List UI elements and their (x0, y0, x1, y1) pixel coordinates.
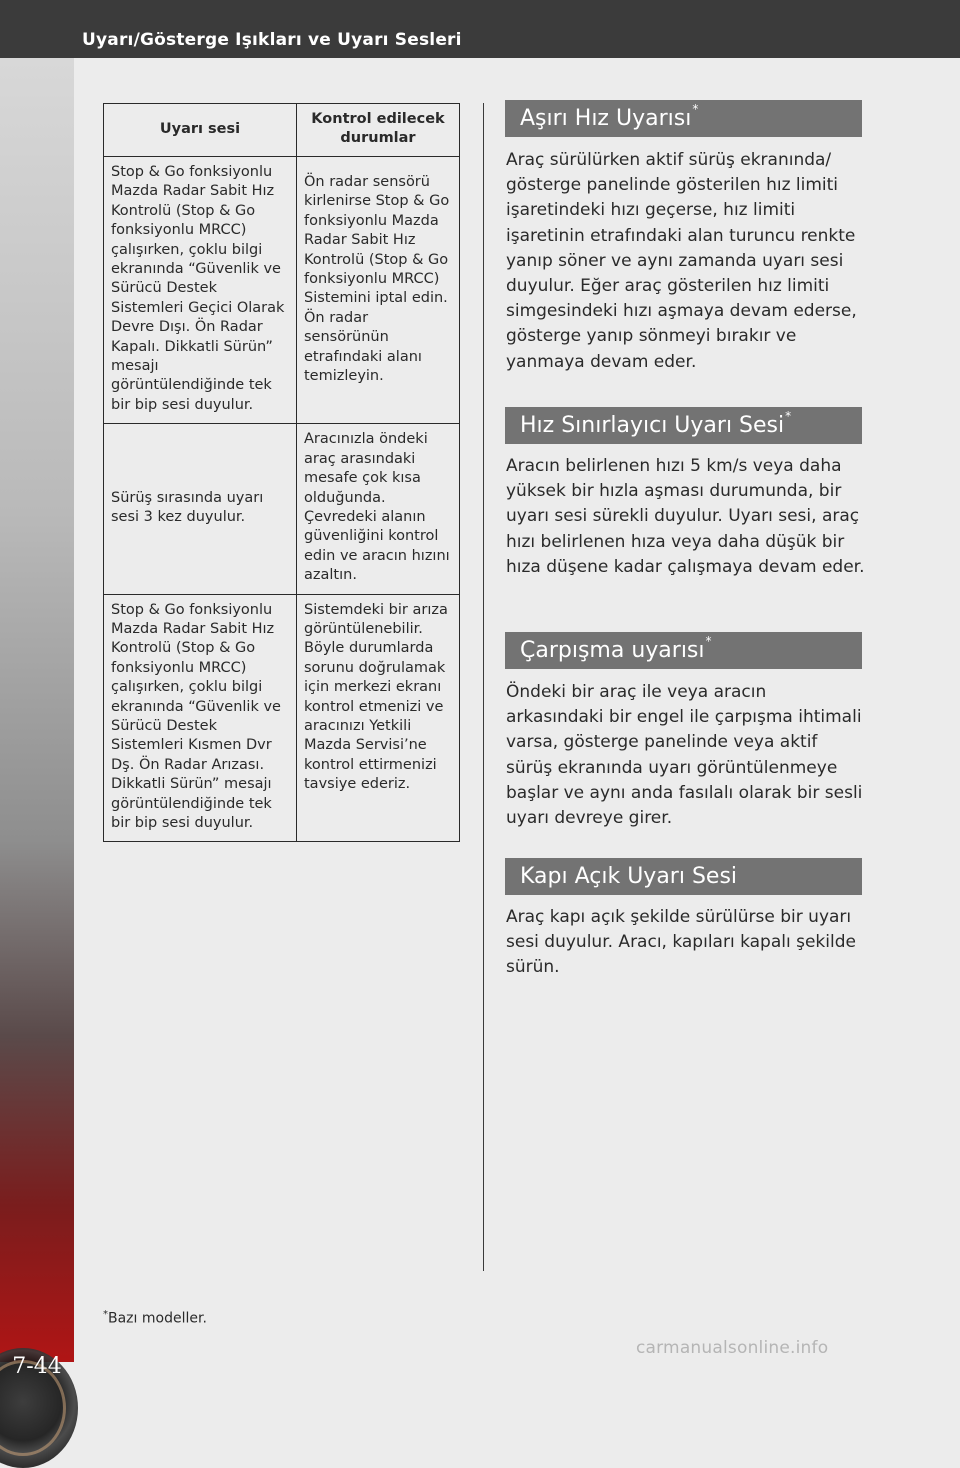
section-title: Aşırı Hız Uyarısı (520, 106, 692, 131)
section-body-door-open: Araç kapı açık şekilde sürülürse bir uyarı sesi duyulur. Aracı, kapıları kapalı şekilde sürün. (506, 907, 856, 978)
footnote-mark: * (103, 1309, 108, 1320)
col-header-check: Kontrol edilecek durumlar (297, 104, 460, 157)
section-asterisk: * (705, 634, 712, 648)
section-title: Kapı Açık Uyarı Sesi (520, 864, 738, 889)
cell-sound: Sürüş sırasında uyarı sesi 3 kez duyulur. (104, 424, 297, 594)
section-heading-collision (505, 632, 862, 669)
side-tab (0, 58, 74, 1379)
cell-check: Ön radar sensörü kirlenirse Stop & Go fonksiyonlu Mazda Radar Sabit Hız Kontrolü (Stop & Go fonksiyonlu MRCC) Sistemini iptal edin. Ön radar sensörünün etrafındaki alanı temizleyin. (297, 157, 460, 424)
section-heading-speed-limiter (505, 407, 862, 444)
section-body-speed-limiter: Aracın belirlenen hızı 5 km/s veya daha yüksek bir hızla aşması durumunda, bir uyarı sesi sürekli duyulur. Uyarı sesi, araç hızı belirlenen hıza veya daha düşük bir hıza düşene kadar çalışmaya devam eder. (506, 456, 865, 577)
section-title: Hız Sınırlayıcı Uyarı Sesi (520, 413, 785, 438)
table-row (104, 424, 460, 594)
section-body-overspeed: Araç sürülürken aktif sürüş ekranında/ gösterge panelinde gösterilen hız limiti işaretindeki hızı geçerse, hız limiti işaretinin etrafındaki alan turuncu renkte yanıp söner ve aynı zamanda uyarı sesi duyulur. Eğer araç gösterilen hız limiti simgesindeki hızı aşmaya devam ederse, gösterge yanıp sönmeyi bırakır ve yanmaya devam eder. (506, 150, 857, 372)
section-heading-overspeed (505, 100, 862, 137)
section-heading-door-open (505, 858, 862, 895)
page-number: 7-44 (12, 1354, 62, 1379)
table-row (104, 157, 460, 424)
section-body-collision: Öndeki bir araç ile veya aracın arkasındaki bir engel ile çarpışma ihtimali varsa, gösterge panelinde veya aktif sürüş ekranında uyarı görüntülenmeye başlar ve aynı anda fasılalı olarak bir sesli uyarı devreye girer. (506, 682, 863, 829)
watermark: carmanualsonline.info (636, 1338, 829, 1358)
cell-sound: Stop & Go fonksiyonlu Mazda Radar Sabit Hız Kontrolü (Stop & Go fonksiyonlu MRCC) çalışırken, çoklu bilgi ekranında “Güvenlik ve Sürücü Destek Sistemleri Geçici Olarak Devre Dışı. Ön Radar Kapalı. Dikkatli Sürün” mesajı görüntülendiğinde tek bir bip sesi duyulur. (104, 157, 297, 424)
footnote (103, 1309, 207, 1327)
page-header (0, 0, 960, 58)
cell-sound: Stop & Go fonksiyonlu Mazda Radar Sabit Hız Kontrolü (Stop & Go fonksiyonlu MRCC) çalışırken, çoklu bilgi ekranında “Güvenlik ve Sürücü Destek Sistemleri Kısmen Dvr Dş. Ön Radar Arızası. Dikkatli Sürün” mesajı görüntülendiğinde tek bir bip sesi duyulur. (104, 594, 297, 842)
table-header-row (104, 104, 460, 157)
table-row (104, 594, 460, 842)
section-asterisk: * (785, 409, 792, 423)
page-title: Uyarı/Gösterge Işıkları ve Uyarı Sesleri (82, 30, 462, 50)
cell-check: Aracınızla öndeki araç arasındaki mesafe çok kısa olduğunda. Çevredeki alanın güvenliğini kontrol edin ve aracın hızını azaltın. (297, 424, 460, 594)
section-asterisk: * (692, 102, 699, 116)
col-header-sound: Uyarı sesi (104, 104, 297, 157)
column-divider (483, 103, 484, 1271)
section-title: Çarpışma uyarısı (520, 638, 705, 663)
cell-check: Sistemdeki bir arıza görüntülenebilir. Böyle durumlarda sorunu doğrulamak için merkezi ekranı kontrol etmenizi ve aracınızı Yetkili Mazda Servisi’ne kontrol ettirmenizi tavsiye ederiz. (297, 594, 460, 842)
footnote-text: Bazı modeller. (108, 1310, 207, 1327)
warning-sound-table (103, 103, 460, 842)
